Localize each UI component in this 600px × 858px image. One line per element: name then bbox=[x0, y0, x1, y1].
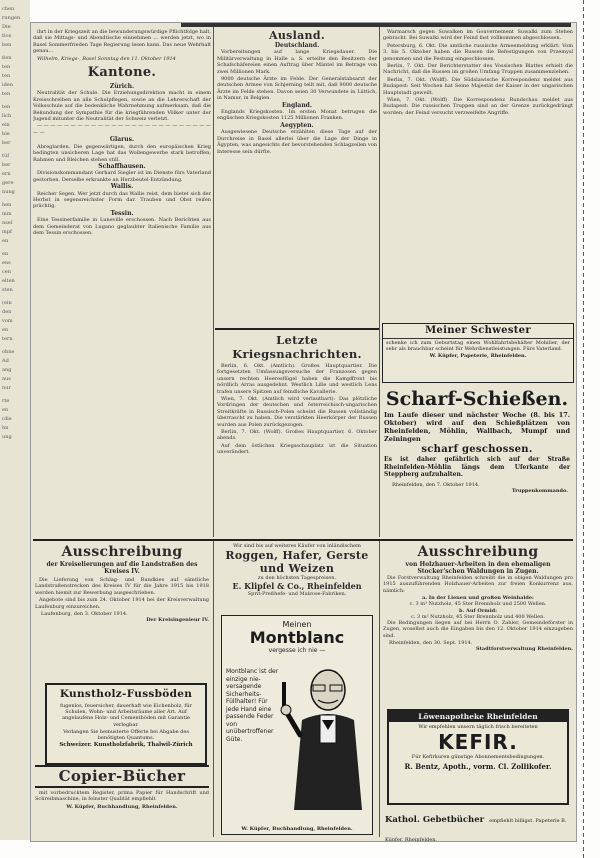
ausschreibung-left-body: Die Lieferung von Schlag- und Rundkies auf sämtliche Landstraßenstrecken des Kreises IV für die Jahre 1915 bis 1918 werden hiemit zur Bewerbung ausgeschrieben. bbox=[35, 577, 209, 596]
wallis-label: Wallis. bbox=[110, 183, 134, 191]
kriegs-heading: Letzte Kriegsnachrichten. bbox=[232, 333, 362, 361]
kriegs-column bbox=[217, 333, 377, 533]
edge-fragment: nung bbox=[2, 189, 15, 195]
edge-fragment: tlos bbox=[2, 33, 12, 39]
kunstholz-ad bbox=[45, 683, 207, 765]
schwester-ad bbox=[382, 323, 574, 383]
kriegs-text-2: Wien, 7. Okt. (Amtlich wird verlautbart): Das plötzliche Vordringen der deutschen und österreichisch-ungarischen Streitkräfte in Russisch-Polen scheint die Russen vollständig überrascht zu haben. Die verstärkten Heerkörper der Russen wurden aus Polen zurückgezogen. bbox=[217, 396, 377, 428]
edge-fragment: hn bbox=[2, 425, 9, 431]
aerzte-text: 9000 deutsche Ärzte im Felde. Der Generalstabsarzt der deutschen Armee von Schjerning teilt mit, daß 9000 deutsche Ärzte im Felde stehen. Davon seien 30 Verwundete in Lüttich, in Namur, in Belgien. bbox=[217, 76, 377, 102]
edge-fragment: tern bbox=[2, 336, 13, 342]
right-column bbox=[383, 29, 573, 309]
wallis-text: Reicher Segen. Wer jetzt durch das Wallis reist, dem bietet sich der Herbst in segensreichster Form dar. Trauben und Obst reifen prächtig. bbox=[33, 190, 211, 210]
kunstholz-body2: Verlangen Sie bemusterte Offerte bei Abgabe des benötigten Quantums. bbox=[63, 728, 189, 742]
edge-fragment: tüf bbox=[2, 153, 10, 159]
edge-fragment: ten bbox=[2, 91, 11, 97]
kefir-intro: Wir empfehlen unsern täglich frisch bereiteten bbox=[418, 724, 538, 730]
right-text-1: Warmarsch gegen Suwalken im Gouvernement Suwalki zum Stehen gebracht. Bei Suwalki wird der Feind fast vollkommen abgeschlossen. bbox=[383, 29, 573, 42]
edge-fragment: bie bbox=[2, 131, 10, 137]
montblanc-slogan: vergesse ich nie — bbox=[268, 647, 326, 654]
gebet-text: empfiehlt billigst. Papeterie B. Küpfer, Rheinfelden. bbox=[385, 818, 567, 842]
edge-fragment: ten bbox=[2, 104, 11, 110]
montblanc-ad bbox=[221, 615, 373, 835]
ausland-heading: Ausland. bbox=[269, 29, 325, 42]
edge-fragment: iden bbox=[2, 82, 13, 88]
page-top-rule bbox=[181, 23, 571, 27]
kriegs-text-3: Berlin, 7. Okt. (Wolff). Großes Hauptquartier, 6. Oktober abends. bbox=[217, 429, 377, 442]
england-label: England. bbox=[282, 101, 312, 109]
glarus-text: Abreglarden. Die gegenwärtigen, durch den europäischen Krieg bedingten unsicheren Lage hat das Wollengewerbe stark betroffen; Rahmen und Bleichen stehen still. bbox=[33, 143, 211, 163]
ausschreibung-left-body2: Angebote sind bis zum 24. Oktober 1914 bei der Kreisverwaltung Laufenburg einzureichen. bbox=[35, 597, 209, 610]
ausschreibung-right-subtitle: von Holzhauer-Arbeiten in den ehemaligen Stocker'schen Waldungen in Zugen. bbox=[405, 561, 551, 575]
tessin-label: Tessin. bbox=[110, 209, 134, 217]
edge-fragment: en bbox=[2, 251, 9, 257]
ausschreibung-right bbox=[383, 543, 573, 701]
copier-heading: Copier-Bücher bbox=[35, 765, 209, 788]
kunstholz-body: fugenlos, feuersicher, dauerhaft wie Eichenholz, für Schulen, Wohn- und Arbeitsräume aller Art. Auf angelaufene Holz- und Cementböden mit Garantie verlegbar. bbox=[60, 703, 192, 728]
schaffhausen-label: Schaffhausen. bbox=[98, 162, 146, 170]
edge-fragment: gere bbox=[2, 180, 14, 186]
montblanc-store: W. Küpfer, Buchhandlung, Rheinfelden. bbox=[241, 826, 353, 832]
ausschreibung-right-date: Rheinfelden, den 30. Sept. 1914. bbox=[389, 640, 473, 647]
edge-fragment: mpf bbox=[2, 229, 12, 235]
roggen-ad bbox=[217, 543, 377, 613]
ads-top-rule bbox=[33, 539, 573, 541]
edge-fragment: ßen bbox=[2, 55, 12, 61]
binding-line bbox=[583, 0, 584, 858]
column-rule bbox=[379, 541, 380, 837]
edge-fragment: en bbox=[2, 327, 9, 333]
schaffhausen-text: Divisionskommandant Gerhard Siegler ist im Dienste fürs Vaterland gestorben. Derselbe erkrankte an Herzbeutel-Entzündung. bbox=[33, 170, 211, 183]
edge-fragment: ten bbox=[2, 73, 11, 79]
roggen-title-1: Roggen, Hafer, Gerste bbox=[225, 549, 369, 563]
ausschreibung-right-heading: Ausschreibung bbox=[417, 544, 539, 560]
column-rule bbox=[213, 27, 214, 537]
edge-fragment: ens bbox=[2, 260, 11, 266]
kefir-pharmacy: Löwenapotheke Rheinfelden bbox=[389, 711, 567, 722]
copier-store: W. Küpfer, Buchhandlung, Rheinfelden. bbox=[66, 803, 178, 810]
montblanc-top: Meinen bbox=[282, 620, 312, 629]
edge-fragment: rungen bbox=[2, 15, 21, 21]
kefir-ad bbox=[387, 709, 569, 805]
deutschland-text: Vorbereitungen auf lange Kriegsdauer. Die Militärverwaltung in Halle a. S. erteilte den Besitzern der Schafschäfereien einen Auftrag über Mäntel im Betrage von zwei Millionen Mark. bbox=[217, 49, 377, 75]
schwester-text: schenke ich zum Geburtstag einen Wohlfahrtsbehälter Mobilier, der sehr als brauchbar scheint für Wehrdienstleistungen. Fürs Vaterland. bbox=[386, 340, 570, 353]
deutschland-label: Deutschland. bbox=[274, 42, 320, 49]
edge-fragment: en bbox=[2, 238, 9, 244]
right-text-4: Berlin, 7. Okt. (Wolff). Die Südslawische Korrespondenz meldet aus Budapest: Seit Wochen hat Seine Majestät der Kaiser in der ungarischen Hauptstadt geweilt. bbox=[383, 76, 573, 96]
edge-fragment: nsel bbox=[2, 220, 13, 226]
edge-fragment: mm bbox=[2, 211, 12, 217]
kantone-heading: Kantone. bbox=[87, 65, 157, 81]
aegypten-label: Aegypten. bbox=[280, 121, 314, 129]
edge-fragment: hen bbox=[2, 202, 12, 208]
edge-fragment: chen bbox=[2, 6, 15, 12]
item-a-label: a. In der Lienen und großen Weinhalde: bbox=[422, 595, 534, 602]
zuerich-text: Neutralität der Schule. Die Erziehungsdirektion macht in einem Kreisschreiben an alle Schulpflegen, sowie an die Lehrerschaft der Volksschule auf die bedenkliche Wahrnehmung aufmerksam, daß die Bekundung der Sympathie für die kriegführenden Völker unter der Jugend mitunter die Neutralität der Schweiz verletzt. bbox=[33, 90, 211, 123]
montblanc-desc: Montblanc ist der einzige nie-versagende Sicherheits-Füllhalter! Für jede Hand eine passende Feder von unübertroffener Güte. bbox=[226, 668, 279, 743]
edge-fragment: ern bbox=[2, 171, 11, 177]
item-b-label: b. Auf Ormid: bbox=[459, 607, 497, 614]
roggen-company-sub: Sprit-Preßhefe- und Malzose-Fabriken. bbox=[247, 591, 347, 598]
ausschreibung-left-heading: Ausschreibung bbox=[61, 544, 183, 560]
edge-fragment: lich bbox=[2, 113, 12, 119]
kunstholz-heading: Kunstholz-Fussböden bbox=[59, 688, 193, 700]
item-b-text: c. 3 m³ Nutzholz, 45 Ster Brennholz und 400 Wellen. bbox=[411, 613, 545, 620]
kriegs-text-4: Auf dem östlichen Kriegsschauplatz ist die Situation unverändert. bbox=[217, 442, 377, 456]
scharf-date: Rheinfelden, den 7. Oktober 1914. bbox=[392, 481, 480, 488]
edge-fragment: (ein bbox=[2, 300, 12, 306]
edge-fragment: rte bbox=[2, 398, 10, 404]
ausschreibung-right-body: Die Forstverwaltung Rheinfelden schreibt die in obigen Waldungen pro 1915 auszuführenden Holzhauer-Arbeiten zur freien Konkurrenz aus, nämlich: bbox=[383, 575, 573, 594]
column-rule bbox=[379, 27, 380, 537]
scharf-sign: Truppenkommando. bbox=[511, 487, 568, 494]
kriegs-text-1: Berlin, 6. Okt. (Amtlich). Großes Hauptquartier. Die fortgesetzten Umfassungsversuche der Franzosen gegen unsern rechten Heeresflügel haben die Kampffront bis nördlich Arras ausgedehnt. Westlich Lille und westlich Lens trafen unsere Spitzen auf feindliche Kavallerie. bbox=[217, 363, 377, 395]
copier-ad bbox=[35, 765, 209, 837]
roggen-company: E. Klipfel & Co., Rheinfelden bbox=[232, 581, 362, 592]
scharf-body: Im Laufe dieser und nächster Woche (8. bis 17. Oktober) wird auf den Schießplätzen von Rheinfelden, Möhlin, Wallbach, Mumpf und Zeiningen bbox=[384, 411, 570, 443]
right-text-5: Wien, 7. Okt. (Wolff). Die Korrespondenz Rundschau meldet aus Budapest: Die russischen Truppen sind an der Grenze zurückgedrängt worden; der Feind versucht verzweifelte Angriffe. bbox=[383, 97, 573, 116]
edge-fragment: den bbox=[2, 309, 12, 315]
previous-page-edge bbox=[0, 0, 30, 840]
roggen-title-2: und Weizen bbox=[259, 562, 335, 576]
copier-body: mit vorbedrucktem Register, prima Papier für Handschrift und Schreibmaschine, in feinster Qualität empfiehlt bbox=[35, 790, 209, 803]
gebet-heading: Kathol. Gebetbücher bbox=[385, 815, 485, 825]
kefir-owner: R. Bentz, Apoth., vorm. Cl. Zollikofer. bbox=[404, 762, 552, 772]
item-a-text: c. 3 m³ Nutzholz, 45 Ster Brennholz und 2500 Wellen. bbox=[409, 601, 547, 608]
filler-text: — — — — — — — — — — — — — — — — — — — — — — — — — — — — bbox=[33, 123, 211, 136]
edge-fragment: cen bbox=[2, 269, 11, 275]
glarus-label: Glarus. bbox=[109, 136, 135, 144]
edge-fragment: ang bbox=[2, 367, 12, 373]
edge-fragment: elten bbox=[2, 278, 15, 284]
england-text: Englands Kriegskosten. Im ersten Monat betrugen die englischen Kriegskosten 1125 Millionen Franken. bbox=[217, 109, 377, 122]
edge-fragment: (die bbox=[2, 416, 12, 422]
ausschreibung-right-sign: Stadtforstverwaltung Rheinfelden. bbox=[476, 646, 573, 653]
schwester-heading: Meiner Schwester bbox=[383, 324, 573, 339]
column-rule bbox=[213, 541, 214, 837]
ausschreibung-left bbox=[35, 543, 209, 681]
kunstholz-company: Schweizer. Kunstholzfabrik, Thalwil-Zürich bbox=[59, 742, 193, 749]
tessin-text: Eine Tessinerfamilie in Luneville erschossen. Nach Berichten aus dem Gemeinderat von Lugano geglaubter Italienische Familie aus dem Tessin erschossen. bbox=[33, 217, 211, 236]
roggen-pay: zu den höchsten Tagespreisen. bbox=[257, 575, 337, 582]
edge-fragment: sten bbox=[2, 287, 13, 293]
ausschreibung-left-sign: Der Kreisingenieur IV. bbox=[146, 617, 209, 624]
edge-fragment: ung bbox=[2, 434, 12, 440]
scharf-subheading: scharf geschossen. bbox=[421, 444, 533, 455]
edge-fragment: vom bbox=[2, 318, 13, 324]
ausschreibung-left-date: Laufenburg, den 3. Oktober 1914. bbox=[41, 611, 128, 618]
edge-fragment: ohne bbox=[2, 349, 15, 355]
middle-column bbox=[217, 29, 377, 329]
right-text-3: Berlin, 7. Okt. Der Berichterstatter des Vossischen Blattes erhielt die Nachricht, daß die Russen im großen Umfang Truppen zusammenziehen. bbox=[383, 63, 573, 76]
intro-text: ihrt in der Kriegszeit an die bewunderungswürdige Pflichtfolge halt, daß sie Mittags- und Abendtische einnehmen ... werden jetzt, wo in Basel Sommerfrieden Tage Regierung lesen kann. Das neue Wehrhalt genau... bbox=[33, 29, 211, 55]
edge-fragment: ber bbox=[2, 162, 11, 168]
scharf-ad bbox=[382, 387, 572, 537]
kefir-heading: KEFIR. bbox=[438, 730, 518, 755]
edge-fragment: ber bbox=[2, 140, 11, 146]
edge-fragment: Die bbox=[2, 24, 11, 30]
aegypten-text: Ausgewiesene Deutsche erzählten diese Tage auf der Durchreise in Basel allerlei über die Lage der Dinge in Ägypten, was angesichts der bevorstehenden Schlagzeilen von Interesse sein dürfte. bbox=[217, 129, 377, 155]
edge-fragment: ein bbox=[2, 122, 10, 128]
schwester-store: W. Küpfer, Papeterie, Rheinfelden. bbox=[429, 353, 527, 360]
left-column bbox=[33, 29, 211, 539]
edge-fragment: ten bbox=[2, 64, 11, 70]
edge-fragment: Ad bbox=[2, 358, 9, 364]
roggen-intro: Wir sind bis auf weiteres Käufer von inländischem bbox=[233, 543, 361, 549]
newspaper-page bbox=[30, 22, 577, 842]
man-with-pen-illustration bbox=[280, 660, 368, 815]
scharf-warning: Es ist daher gefährlich sich auf der Straße Rheinfelden-Möhlin längs dem Uferkante der Steppberg aufzuhalten. bbox=[384, 456, 570, 478]
kefir-body: Für Kefirkuren günstige Abonnementsbedingungen. bbox=[411, 754, 545, 761]
edge-fragment: en bbox=[2, 407, 9, 413]
edge-fragment: aus bbox=[2, 376, 11, 382]
right-text-2: Petersburg, 6. Okt. Die amtliche russische Armeemeldung erklärt: Vom 3. bis 5. Oktober haben die Russen die Befestigungen von Przemysl genommen und die Festung eingeschlossen. bbox=[383, 42, 573, 62]
scharf-heading: Scharf-Schießen. bbox=[385, 388, 569, 410]
edge-fragment: nur bbox=[2, 385, 11, 391]
ausschreibung-left-subtitle: der Kreiselierungen auf die Landstraßen des Kreises IV. bbox=[46, 561, 198, 575]
gebet-ad bbox=[385, 807, 571, 842]
edge-fragment: ben bbox=[2, 42, 12, 48]
montblanc-brand: Montblanc bbox=[249, 628, 345, 647]
signature-line: Wilhelm, Kriegs-, Basel Sonntag den 11. Oktober 1914 bbox=[37, 55, 176, 62]
kriegs-top-rule bbox=[215, 328, 379, 330]
ausschreibung-right-body2: Die Bedingungen liegen auf bei Herrn O. Zahler, Gemeindeförster in Zugen, woselbst auch die Eingaben bis den 12. Oktober 1914 einzugeben sind. bbox=[383, 620, 573, 639]
zuerich-label: Zürich. bbox=[109, 83, 135, 91]
